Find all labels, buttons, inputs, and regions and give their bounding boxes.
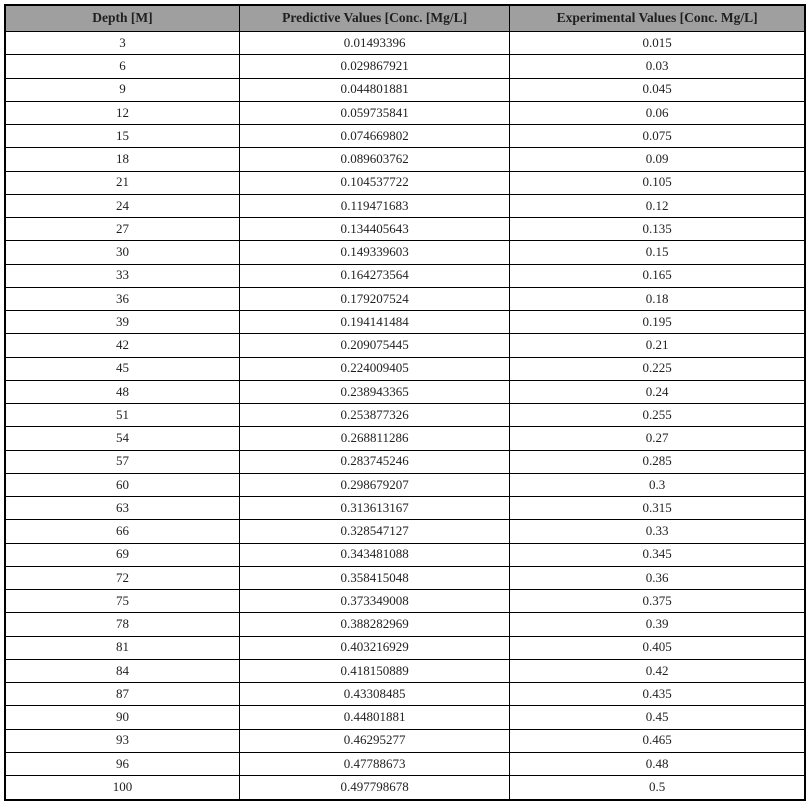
table-row [5,776,805,801]
experimental-value-cell: 0.435 [510,683,805,706]
predictive-value-cell: 0.194141484 [239,311,509,334]
predictive-value-cell: 0.298679207 [239,473,509,496]
experimental-value-cell: 0.315 [510,497,805,520]
table-row [5,311,805,334]
predictive-value-cell: 0.134405643 [239,218,509,241]
predictive-value-cell: 0.074669802 [239,125,509,148]
table-row [5,194,805,217]
depth-cell: 15 [5,125,239,148]
depth-cell: 75 [5,590,239,613]
depth-cell: 57 [5,450,239,473]
predictive-value-cell: 0.044801881 [239,78,509,101]
depth-cell: 78 [5,613,239,636]
depth-cell: 51 [5,404,239,427]
predictive-value-cell: 0.497798678 [239,776,509,801]
experimental-value-cell: 0.375 [510,590,805,613]
experimental-value-cell: 0.225 [510,357,805,380]
predictive-value-cell: 0.46295277 [239,729,509,752]
depth-cell: 21 [5,171,239,194]
predictive-value-cell: 0.373349008 [239,590,509,613]
predictive-value-cell: 0.119471683 [239,194,509,217]
table-row [5,125,805,148]
predictive-value-cell: 0.268811286 [239,427,509,450]
predictive-value-cell: 0.283745246 [239,450,509,473]
depth-cell: 9 [5,78,239,101]
depth-concentration-table-container [4,4,806,801]
predictive-value-cell: 0.358415048 [239,566,509,589]
predictive-value-cell: 0.44801881 [239,706,509,729]
depth-cell: 72 [5,566,239,589]
experimental-value-cell: 0.105 [510,171,805,194]
depth-cell: 87 [5,683,239,706]
experimental-value-cell: 0.465 [510,729,805,752]
experimental-value-cell: 0.21 [510,334,805,357]
depth-cell: 6 [5,55,239,78]
predictive-value-cell: 0.47788673 [239,752,509,775]
experimental-value-cell: 0.36 [510,566,805,589]
experimental-value-cell: 0.345 [510,543,805,566]
depth-cell: 100 [5,776,239,801]
depth-cell: 69 [5,543,239,566]
predictive-value-cell: 0.224009405 [239,357,509,380]
column-header-depth: Depth [M] [5,5,239,32]
table-row [5,357,805,380]
table-row [5,427,805,450]
depth-cell: 12 [5,101,239,124]
table-row [5,590,805,613]
header-row [5,5,805,32]
table-row [5,543,805,566]
experimental-value-cell: 0.42 [510,659,805,682]
experimental-value-cell: 0.135 [510,218,805,241]
table-row [5,287,805,310]
table-row [5,729,805,752]
table-row [5,636,805,659]
experimental-value-cell: 0.27 [510,427,805,450]
experimental-value-cell: 0.165 [510,264,805,287]
depth-cell: 39 [5,311,239,334]
predictive-value-cell: 0.149339603 [239,241,509,264]
depth-cell: 81 [5,636,239,659]
table-row [5,264,805,287]
experimental-value-cell: 0.18 [510,287,805,310]
predictive-value-cell: 0.313613167 [239,497,509,520]
predictive-value-cell: 0.418150889 [239,659,509,682]
depth-cell: 3 [5,32,239,55]
predictive-value-cell: 0.059735841 [239,101,509,124]
depth-cell: 93 [5,729,239,752]
predictive-value-cell: 0.089603762 [239,148,509,171]
table-row [5,101,805,124]
table-row [5,55,805,78]
table-row [5,334,805,357]
experimental-value-cell: 0.33 [510,520,805,543]
experimental-value-cell: 0.24 [510,380,805,403]
depth-cell: 96 [5,752,239,775]
experimental-value-cell: 0.15 [510,241,805,264]
depth-cell: 48 [5,380,239,403]
depth-cell: 42 [5,334,239,357]
table-body [5,32,805,801]
depth-cell: 45 [5,357,239,380]
predictive-value-cell: 0.164273564 [239,264,509,287]
table-row [5,241,805,264]
experimental-value-cell: 0.12 [510,194,805,217]
table-row [5,520,805,543]
experimental-value-cell: 0.045 [510,78,805,101]
depth-cell: 84 [5,659,239,682]
predictive-value-cell: 0.343481088 [239,543,509,566]
table-row [5,683,805,706]
experimental-value-cell: 0.405 [510,636,805,659]
column-header-predictive-values: Predictive Values [Conc. [Mg/L] [239,5,509,32]
table-row [5,752,805,775]
experimental-value-cell: 0.03 [510,55,805,78]
depth-cell: 33 [5,264,239,287]
experimental-value-cell: 0.075 [510,125,805,148]
depth-concentration-table [4,4,806,801]
experimental-value-cell: 0.015 [510,32,805,55]
depth-cell: 30 [5,241,239,264]
experimental-value-cell: 0.48 [510,752,805,775]
experimental-value-cell: 0.195 [510,311,805,334]
table-row [5,171,805,194]
experimental-value-cell: 0.39 [510,613,805,636]
experimental-value-cell: 0.285 [510,450,805,473]
predictive-value-cell: 0.238943365 [239,380,509,403]
table-row [5,32,805,55]
table-row [5,148,805,171]
predictive-value-cell: 0.388282969 [239,613,509,636]
experimental-value-cell: 0.255 [510,404,805,427]
predictive-value-cell: 0.43308485 [239,683,509,706]
table-row [5,450,805,473]
table-row [5,497,805,520]
depth-cell: 36 [5,287,239,310]
depth-cell: 63 [5,497,239,520]
predictive-value-cell: 0.029867921 [239,55,509,78]
experimental-value-cell: 0.5 [510,776,805,801]
depth-cell: 54 [5,427,239,450]
table-row [5,613,805,636]
predictive-value-cell: 0.179207524 [239,287,509,310]
table-row [5,659,805,682]
column-header-experimental-values: Experimental Values [Conc. Mg/L] [510,5,805,32]
table-row [5,404,805,427]
experimental-value-cell: 0.45 [510,706,805,729]
table-row [5,566,805,589]
depth-cell: 24 [5,194,239,217]
predictive-value-cell: 0.104537722 [239,171,509,194]
table-row [5,706,805,729]
predictive-value-cell: 0.403216929 [239,636,509,659]
experimental-value-cell: 0.06 [510,101,805,124]
predictive-value-cell: 0.253877326 [239,404,509,427]
predictive-value-cell: 0.328547127 [239,520,509,543]
depth-cell: 66 [5,520,239,543]
depth-cell: 90 [5,706,239,729]
depth-cell: 60 [5,473,239,496]
predictive-value-cell: 0.01493396 [239,32,509,55]
table-row [5,473,805,496]
table-row [5,78,805,101]
depth-cell: 18 [5,148,239,171]
predictive-value-cell: 0.209075445 [239,334,509,357]
experimental-value-cell: 0.09 [510,148,805,171]
experimental-value-cell: 0.3 [510,473,805,496]
table-row [5,380,805,403]
depth-cell: 27 [5,218,239,241]
table-row [5,218,805,241]
